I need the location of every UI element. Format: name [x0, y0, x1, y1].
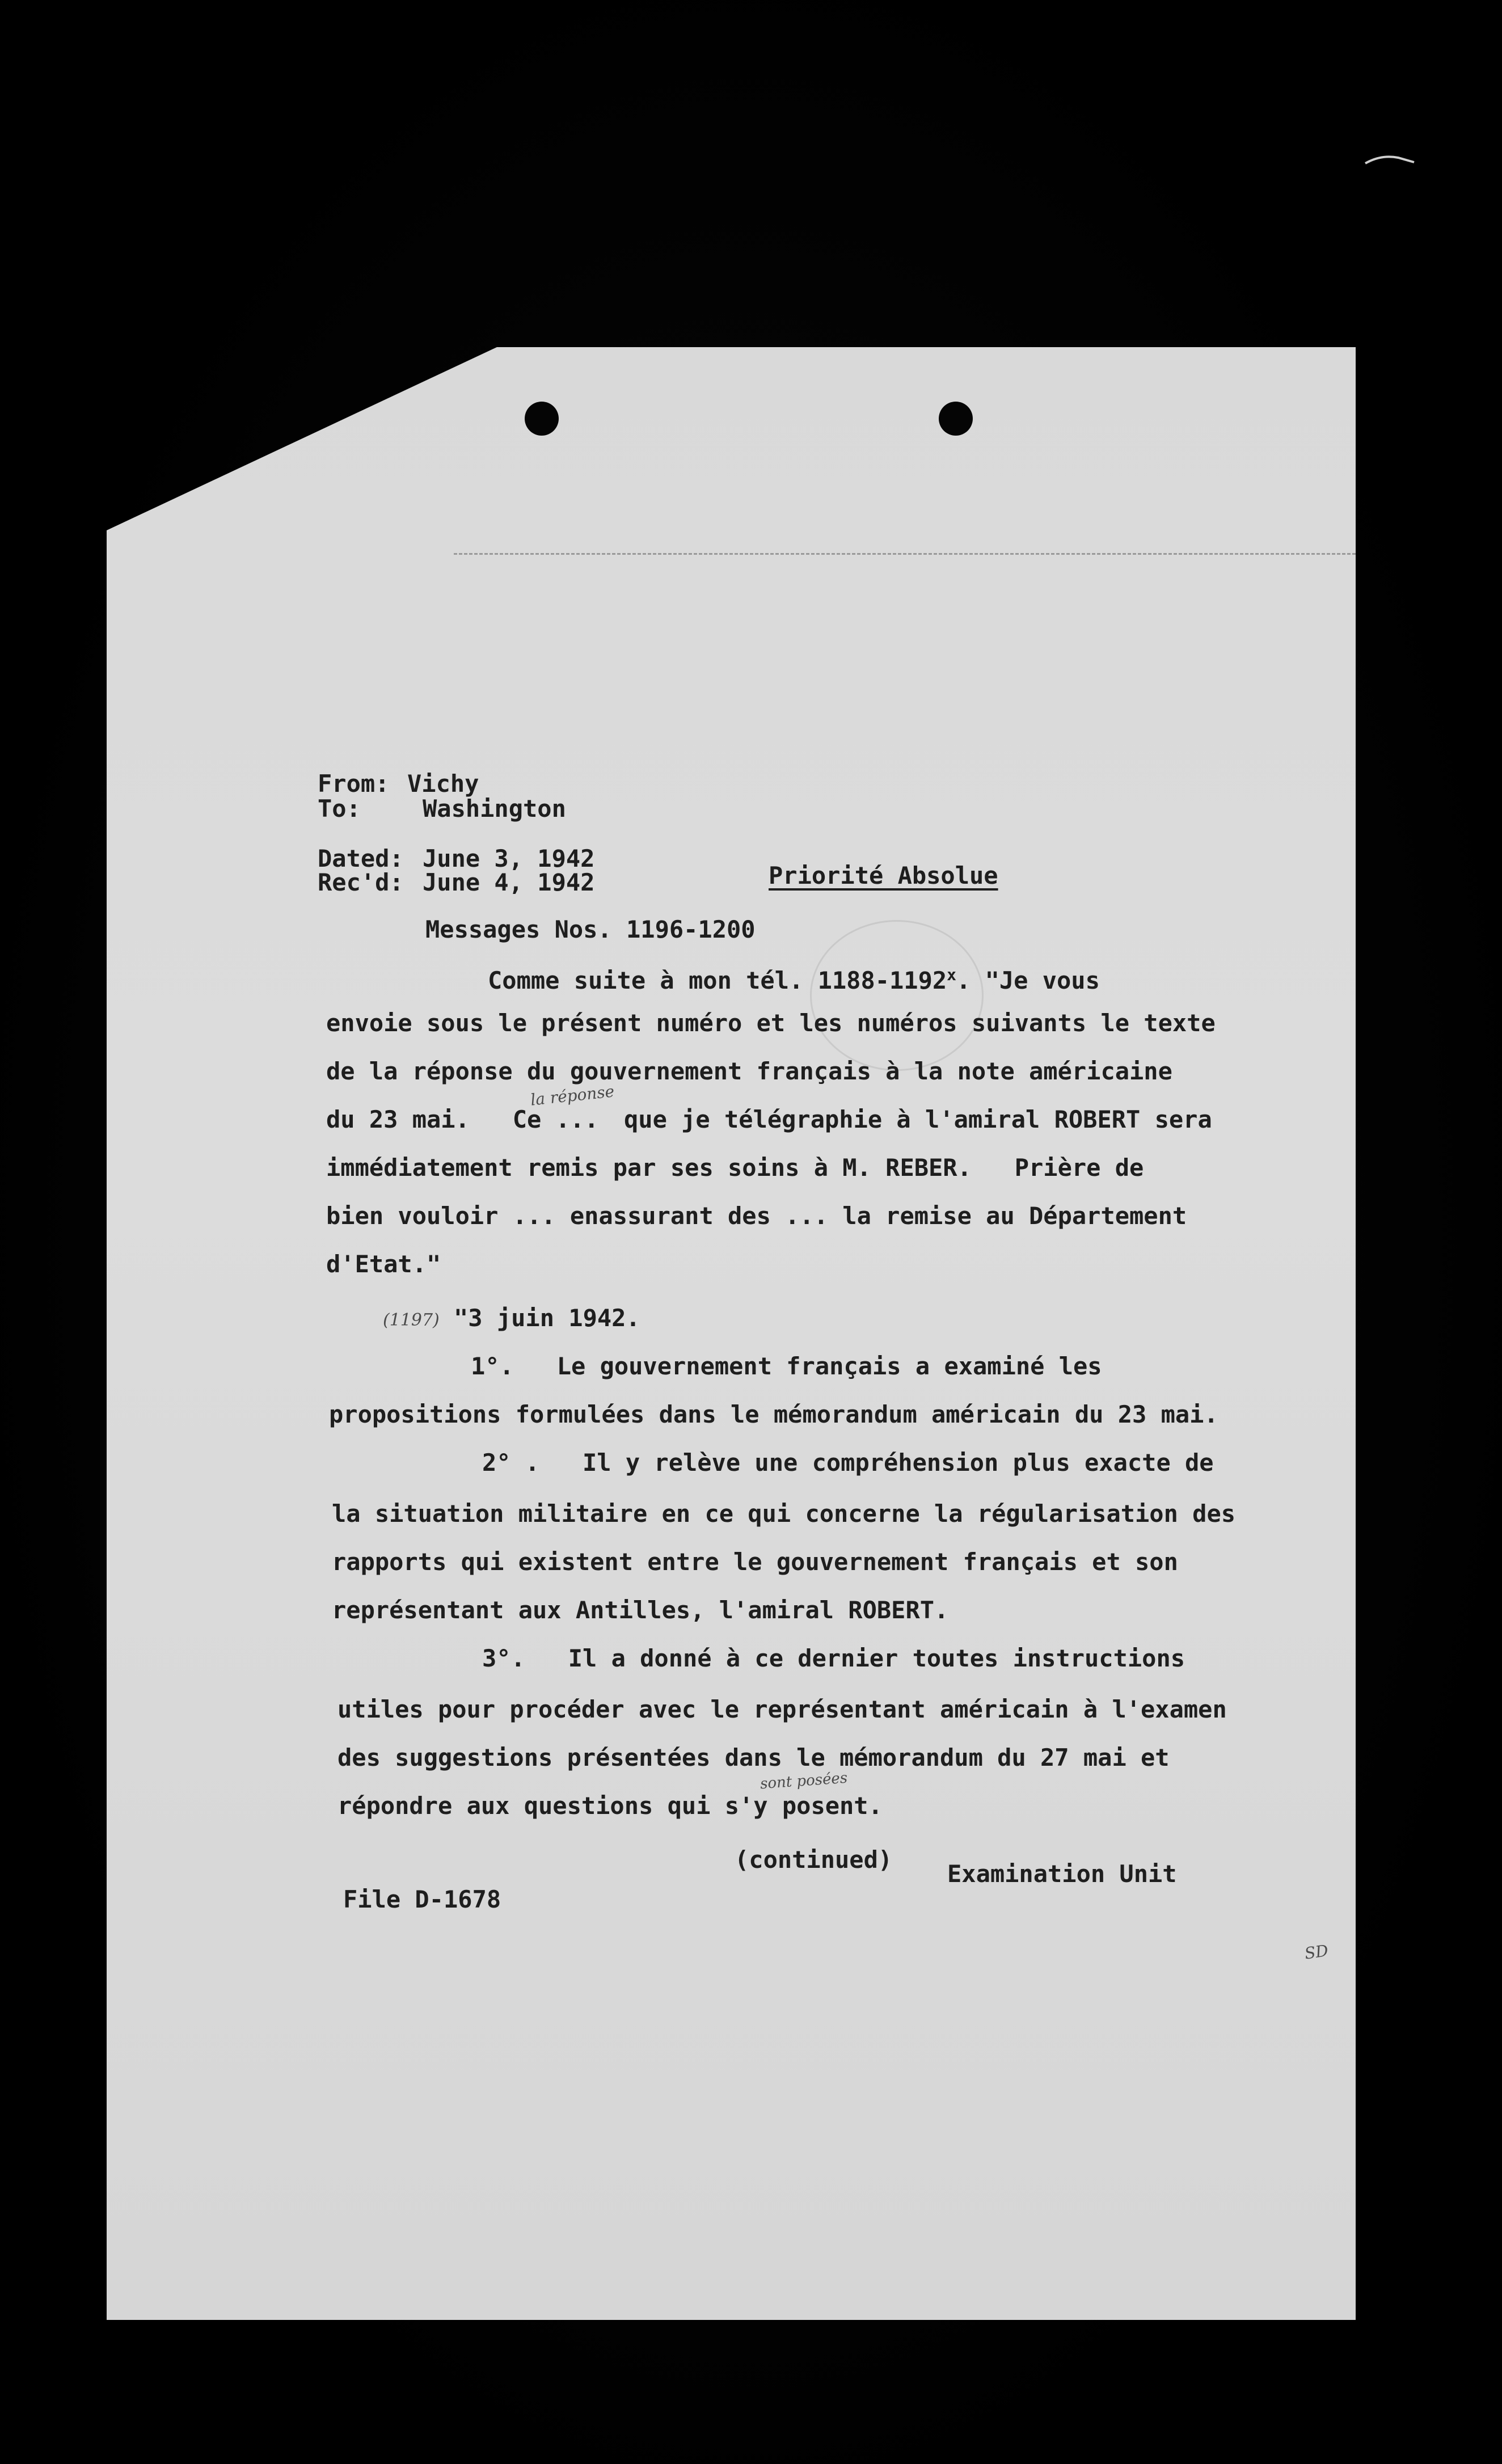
handwritten-number: (1197) — [383, 1310, 440, 1330]
handwritten-sont-posees: sont posées — [760, 1769, 849, 1793]
dated-value: June 3, 1942 — [423, 845, 595, 872]
handwritten-insert-reponse: la réponse — [529, 1082, 615, 1109]
para-1-line-2: propositions formulées dans le mémorandum américain du 23 mai. — [329, 1400, 1218, 1428]
faint-letterhead — [583, 739, 1434, 812]
body-line-3: de la réponse du gouvernement français à la note américaine — [326, 1057, 1172, 1085]
body-line-1 — [488, 961, 1100, 994]
punch-hole-left — [525, 402, 559, 436]
file-number: File D-1678 — [343, 1885, 501, 1913]
body-line-7: d'Etat." — [326, 1250, 441, 1278]
para-2-line-4: représentant aux Antilles, l'amiral ROBERT. — [332, 1596, 949, 1624]
footnote-x: x — [947, 965, 957, 984]
para-3-line-3: des suggestions présentées dans le mémorandum du 27 mai et — [337, 1744, 1170, 1771]
punch-hole-right — [939, 402, 973, 436]
body-line-5: immédiatement remis par ses soins à M. REBER. Prière de — [326, 1154, 1144, 1182]
body-line-1-text: Comme suite à mon tél. 1188-1192 — [488, 967, 947, 994]
para-2-line-1: 2° . Il y relève une compréhension plus exacte de — [482, 1449, 1214, 1476]
continued-label: (continued) — [735, 1846, 893, 1874]
body-line-4a: du 23 mai. Ce ... — [326, 1106, 599, 1133]
scratch-mark — [1364, 152, 1415, 166]
body-line-2: envoie sous le présent numéro et les numéros suivants le texte — [326, 1009, 1216, 1037]
handwritten-initials: SD — [1303, 1941, 1330, 1963]
para-3-line-2: utiles pour procéder avec le représentant américain à l'examen — [337, 1695, 1227, 1723]
recd-label: Rec'd: — [318, 868, 404, 896]
to-label: To: — [318, 795, 361, 822]
dated-label: Dated: — [318, 845, 404, 872]
messages-line: Messages Nos. 1196-1200 — [425, 915, 756, 943]
recd-value: June 4, 1942 — [423, 868, 595, 896]
examination-unit: Examination Unit — [947, 1860, 1177, 1888]
body-line-6: bien vouloir ... enassurant des ... la remise au Département — [326, 1202, 1187, 1230]
para-1-line-1: 1°. Le gouvernement français a examiné les — [471, 1352, 1102, 1380]
para-3-line-1: 3°. Il a donné à ce dernier toutes instructions — [482, 1644, 1185, 1672]
from-label: From: — [318, 770, 390, 798]
para-2-line-3: rapports qui existent entre le gouvernement français et son — [332, 1548, 1178, 1576]
para-3-line-4: répondre aux questions qui s'y posent. — [337, 1792, 883, 1820]
faint-seal — [810, 920, 984, 1071]
priority-label: Priorité Absolue — [769, 862, 998, 889]
document-page — [107, 347, 1356, 2320]
body-line-1-tail: . "Je vous — [956, 967, 1100, 994]
header-rule-line — [454, 553, 1356, 555]
body-line-4b: que je télégraphie à l'amiral ROBERT sera — [624, 1106, 1212, 1133]
date-line: "3 juin 1942. — [454, 1304, 640, 1332]
from-value: Vichy — [407, 770, 479, 798]
para-2-line-2: la situation militaire en ce qui concerne la régularisation des — [332, 1500, 1236, 1528]
to-value: Washington — [423, 795, 566, 822]
